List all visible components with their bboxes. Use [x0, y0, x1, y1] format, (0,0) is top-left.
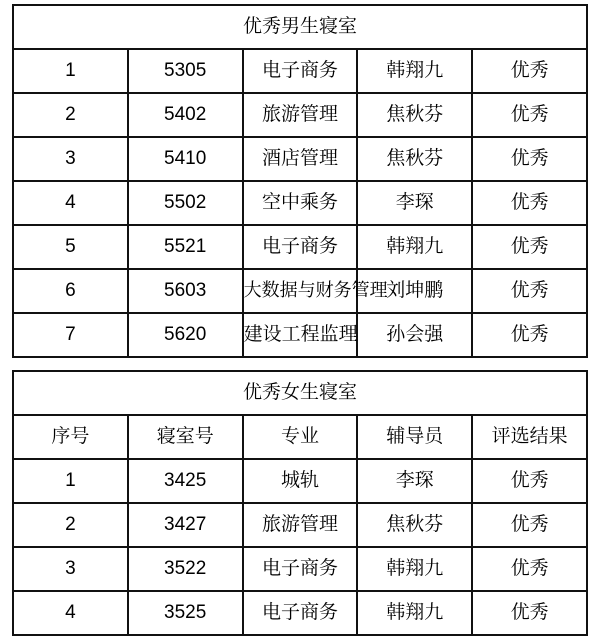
cell-advisor: 韩翔九 [357, 49, 472, 93]
cell-result: 优秀 [472, 137, 587, 181]
table-row [13, 93, 587, 137]
cell-result: 优秀 [472, 225, 587, 269]
cell-major: 旅游管理 [243, 93, 358, 137]
cell-advisor: 孙会强 [357, 313, 472, 357]
cell-result: 优秀 [472, 49, 587, 93]
table-row [13, 459, 587, 503]
cell-result: 优秀 [472, 313, 587, 357]
table-row [13, 503, 587, 547]
table-male-dorms [12, 4, 588, 358]
cell-room: 5410 [128, 137, 243, 181]
table-divider [12, 358, 588, 370]
table-body [13, 5, 587, 357]
cell-advisor: 韩翔九 [357, 591, 472, 635]
cell-room: 5603 [128, 269, 243, 313]
column-header-advisor: 辅导员 [357, 415, 472, 459]
table-row [13, 225, 587, 269]
column-header-index: 序号 [13, 415, 128, 459]
cell-advisor: 焦秋芬 [357, 503, 472, 547]
cell-result: 优秀 [472, 459, 587, 503]
cell-index: 1 [13, 459, 128, 503]
cell-major: 电子商务 [243, 49, 358, 93]
table-title-row [13, 5, 587, 49]
cell-index: 3 [13, 137, 128, 181]
cell-room: 5305 [128, 49, 243, 93]
cell-advisor: 焦秋芬 [357, 137, 472, 181]
table-row [13, 181, 587, 225]
cell-room: 5620 [128, 313, 243, 357]
cell-advisor: 韩翔九 [357, 225, 472, 269]
cell-index: 4 [13, 591, 128, 635]
cell-room: 3425 [128, 459, 243, 503]
column-header-room: 寝室号 [128, 415, 243, 459]
cell-index: 1 [13, 49, 128, 93]
cell-advisor: 刘坤鹏 [357, 269, 472, 313]
cell-major: 大数据与财务管理 [243, 269, 358, 313]
cell-major: 空中乘务 [243, 181, 358, 225]
cell-major: 城轨 [243, 459, 358, 503]
cell-room: 5521 [128, 225, 243, 269]
table-row [13, 49, 587, 93]
cell-advisor: 韩翔九 [357, 547, 472, 591]
table-header-row [13, 415, 587, 459]
table-title: 优秀男生寝室 [13, 5, 587, 49]
cell-major: 建设工程监理 [243, 313, 358, 357]
table-row [13, 269, 587, 313]
column-header-result: 评选结果 [472, 415, 587, 459]
cell-index: 3 [13, 547, 128, 591]
cell-index: 4 [13, 181, 128, 225]
cell-index: 7 [13, 313, 128, 357]
cell-advisor: 李琛 [357, 181, 472, 225]
cell-room: 3427 [128, 503, 243, 547]
table-title-row [13, 371, 587, 415]
cell-result: 优秀 [472, 269, 587, 313]
table-body [13, 371, 587, 635]
cell-advisor: 焦秋芬 [357, 93, 472, 137]
cell-room: 3522 [128, 547, 243, 591]
table-female-dorms [12, 370, 588, 636]
cell-advisor: 李琛 [357, 459, 472, 503]
cell-major: 旅游管理 [243, 503, 358, 547]
column-header-major: 专业 [243, 415, 358, 459]
cell-major: 电子商务 [243, 547, 358, 591]
cell-result: 优秀 [472, 591, 587, 635]
cell-result: 优秀 [472, 503, 587, 547]
cell-index: 2 [13, 503, 128, 547]
cell-room: 5502 [128, 181, 243, 225]
cell-result: 优秀 [472, 93, 587, 137]
table-row [13, 313, 587, 357]
cell-index: 5 [13, 225, 128, 269]
cell-major: 酒店管理 [243, 137, 358, 181]
cell-room: 3525 [128, 591, 243, 635]
table-row [13, 591, 587, 635]
cell-room: 5402 [128, 93, 243, 137]
cell-index: 2 [13, 93, 128, 137]
cell-result: 优秀 [472, 547, 587, 591]
table-row [13, 137, 587, 181]
table-row [13, 547, 587, 591]
cell-index: 6 [13, 269, 128, 313]
cell-result: 优秀 [472, 181, 587, 225]
cell-major: 电子商务 [243, 591, 358, 635]
cell-major: 电子商务 [243, 225, 358, 269]
table-title: 优秀女生寝室 [13, 371, 587, 415]
